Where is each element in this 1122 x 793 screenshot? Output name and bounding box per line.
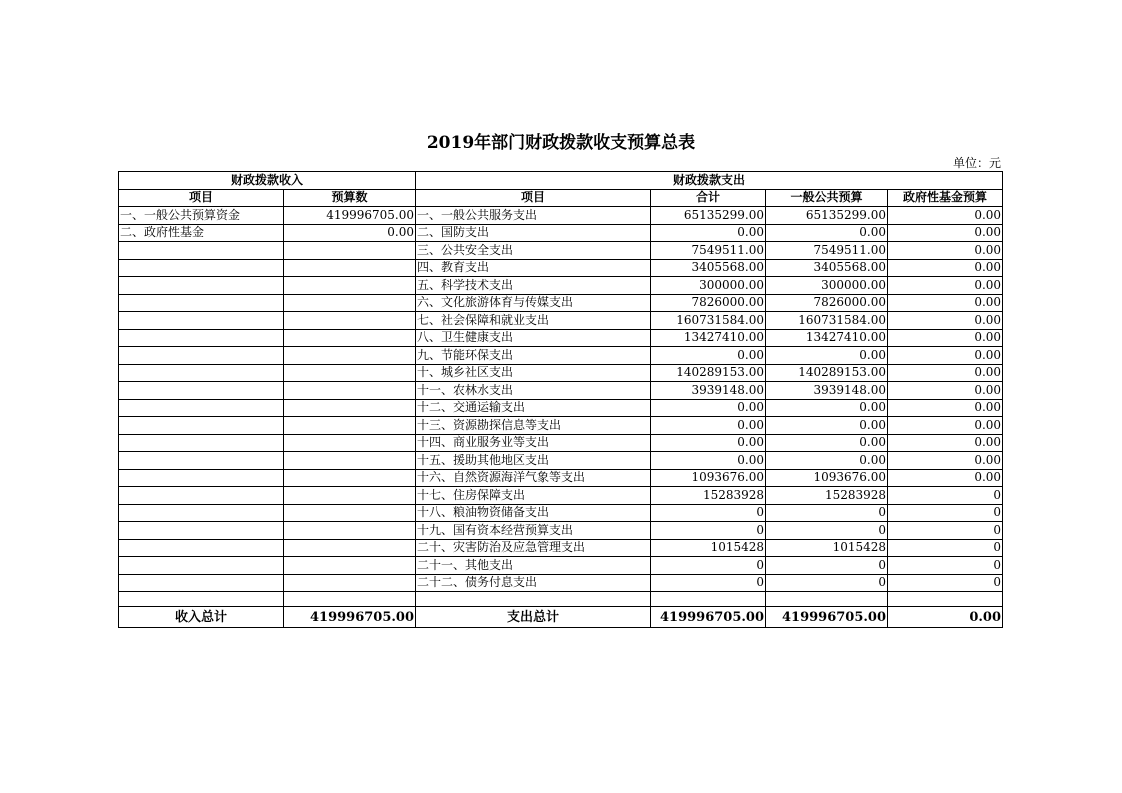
budget-table (118, 171, 1003, 628)
expense-total-cell: 65135299.00 (651, 207, 766, 225)
income-item-header: 项目 (119, 189, 284, 207)
table-row (119, 259, 1003, 277)
income-amount-cell (284, 574, 416, 592)
expense-general-cell: 0 (766, 522, 888, 540)
table-row (119, 469, 1003, 487)
expense-total-cell: 300000.00 (651, 277, 766, 295)
expense-general-cell: 0 (766, 574, 888, 592)
table-row (119, 224, 1003, 242)
expense-total-cell: 3939148.00 (651, 382, 766, 400)
expense-general-cell: 0.00 (766, 399, 888, 417)
expense-item-cell: 十九、国有资本经营预算支出 (416, 522, 651, 540)
expense-section-header: 财政拨款支出 (416, 172, 1003, 190)
income-item-cell (119, 329, 284, 347)
expense-item-cell: 十二、交通运输支出 (416, 399, 651, 417)
expense-total-label: 支出总计 (416, 607, 651, 628)
expense-item-cell: 八、卫生健康支出 (416, 329, 651, 347)
blank-cell (284, 592, 416, 607)
total-row (119, 607, 1003, 628)
income-amount-cell (284, 312, 416, 330)
blank-row (119, 592, 1003, 607)
income-item-cell (119, 452, 284, 470)
expense-total-cell: 0 (651, 522, 766, 540)
expense-general-cell: 0.00 (766, 224, 888, 242)
expense-total-cell: 0 (651, 574, 766, 592)
expense-item-cell: 九、节能环保支出 (416, 347, 651, 365)
expense-general-total: 419996705.00 (766, 607, 888, 628)
expense-item-cell: 二十、灾害防治及应急管理支出 (416, 539, 651, 557)
income-item-cell (119, 434, 284, 452)
blank-cell (651, 592, 766, 607)
expense-total-cell: 7549511.00 (651, 242, 766, 260)
expense-general-cell: 140289153.00 (766, 364, 888, 382)
expense-total-cell: 0.00 (651, 417, 766, 435)
expense-item-cell: 二、国防支出 (416, 224, 651, 242)
expense-total-cell: 0 (651, 504, 766, 522)
expense-fund-cell: 0 (888, 487, 1003, 505)
expense-item-header: 项目 (416, 189, 651, 207)
blank-cell (119, 592, 284, 607)
table-row (119, 452, 1003, 470)
expense-general-cell: 0.00 (766, 452, 888, 470)
expense-fund-cell: 0.00 (888, 364, 1003, 382)
expense-item-cell: 十、城乡社区支出 (416, 364, 651, 382)
expense-general-header: 一般公共预算 (766, 189, 888, 207)
expense-general-cell: 0 (766, 557, 888, 575)
table-row (119, 487, 1003, 505)
expense-item-cell: 二十二、债务付息支出 (416, 574, 651, 592)
expense-fund-cell: 0.00 (888, 294, 1003, 312)
expense-item-cell: 七、社会保障和就业支出 (416, 312, 651, 330)
income-item-cell (119, 417, 284, 435)
table-row (119, 242, 1003, 260)
expense-fund-cell: 0.00 (888, 469, 1003, 487)
income-item-cell (119, 469, 284, 487)
expense-total-cell: 0.00 (651, 347, 766, 365)
income-item-cell (119, 557, 284, 575)
expense-fund-cell: 0.00 (888, 452, 1003, 470)
expense-fund-cell: 0.00 (888, 277, 1003, 295)
expense-fund-cell: 0.00 (888, 312, 1003, 330)
expense-total-cell: 13427410.00 (651, 329, 766, 347)
unit-label: 单位：元 (952, 156, 1001, 170)
income-item-cell (119, 347, 284, 365)
income-total-amount: 419996705.00 (284, 607, 416, 628)
income-amount-cell (284, 487, 416, 505)
income-item-cell (119, 487, 284, 505)
expense-fund-cell: 0.00 (888, 329, 1003, 347)
table-row (119, 574, 1003, 592)
income-amount-cell (284, 434, 416, 452)
expense-fund-cell: 0.00 (888, 347, 1003, 365)
table-row (119, 364, 1003, 382)
expense-item-cell: 三、公共安全支出 (416, 242, 651, 260)
expense-total-cell: 160731584.00 (651, 312, 766, 330)
expense-item-cell: 一、一般公共服务支出 (416, 207, 651, 225)
table-row (119, 312, 1003, 330)
table-row (119, 382, 1003, 400)
table-row (119, 504, 1003, 522)
page-title: 2019年部门财政拨款收支预算总表 (426, 133, 696, 153)
income-item-cell (119, 364, 284, 382)
income-amount-cell (284, 452, 416, 470)
income-item-cell (119, 574, 284, 592)
table-row (119, 434, 1003, 452)
income-item-cell (119, 539, 284, 557)
income-amount-cell (284, 469, 416, 487)
income-item-cell: 一、一般公共预算资金 (119, 207, 284, 225)
income-item-cell (119, 399, 284, 417)
expense-general-cell: 15283928 (766, 487, 888, 505)
income-budget-header: 预算数 (284, 189, 416, 207)
income-amount-cell (284, 417, 416, 435)
expense-fund-cell: 0 (888, 574, 1003, 592)
expense-fund-total: 0.00 (888, 607, 1003, 628)
table-row (119, 207, 1003, 225)
income-item-cell (119, 242, 284, 260)
expense-general-cell: 0.00 (766, 417, 888, 435)
expense-fund-header: 政府性基金预算 (888, 189, 1003, 207)
table-row (119, 329, 1003, 347)
expense-total-cell: 15283928 (651, 487, 766, 505)
table-row (119, 347, 1003, 365)
expense-fund-cell: 0.00 (888, 224, 1003, 242)
expense-total-header: 合计 (651, 189, 766, 207)
expense-total-cell: 3405568.00 (651, 259, 766, 277)
expense-total-cell: 0.00 (651, 434, 766, 452)
income-amount-cell (284, 259, 416, 277)
blank-cell (416, 592, 651, 607)
expense-item-cell: 十一、农林水支出 (416, 382, 651, 400)
expense-fund-cell: 0.00 (888, 259, 1003, 277)
table-row (119, 522, 1003, 540)
income-amount-cell (284, 329, 416, 347)
income-amount-cell (284, 557, 416, 575)
income-item-cell (119, 294, 284, 312)
income-item-cell (119, 277, 284, 295)
table-row (119, 557, 1003, 575)
table-body (119, 207, 1003, 592)
income-amount-cell (284, 277, 416, 295)
expense-general-cell: 7826000.00 (766, 294, 888, 312)
expense-item-cell: 四、教育支出 (416, 259, 651, 277)
blank-cell (888, 592, 1003, 607)
income-item-cell (119, 522, 284, 540)
expense-general-cell: 0 (766, 504, 888, 522)
expense-fund-cell: 0.00 (888, 417, 1003, 435)
income-amount-cell (284, 347, 416, 365)
income-section-header: 财政拨款收入 (119, 172, 416, 190)
expense-general-cell: 0.00 (766, 347, 888, 365)
expense-total-cell: 140289153.00 (651, 364, 766, 382)
expense-total-cell: 0 (651, 557, 766, 575)
expense-fund-cell: 0 (888, 504, 1003, 522)
expense-total-cell: 0.00 (651, 399, 766, 417)
expense-item-cell: 二十一、其他支出 (416, 557, 651, 575)
income-amount-cell (284, 522, 416, 540)
income-amount-cell (284, 399, 416, 417)
expense-fund-cell: 0.00 (888, 434, 1003, 452)
expense-item-cell: 十五、援助其他地区支出 (416, 452, 651, 470)
income-amount-cell (284, 504, 416, 522)
expense-total-amount: 419996705.00 (651, 607, 766, 628)
expense-general-cell: 160731584.00 (766, 312, 888, 330)
column-header-row (119, 189, 1003, 207)
income-amount-cell (284, 539, 416, 557)
expense-general-cell: 300000.00 (766, 277, 888, 295)
income-amount-cell (284, 242, 416, 260)
expense-general-cell: 1093676.00 (766, 469, 888, 487)
table-row (119, 417, 1003, 435)
expense-fund-cell: 0 (888, 539, 1003, 557)
expense-item-cell: 十七、住房保障支出 (416, 487, 651, 505)
expense-item-cell: 十八、粮油物资储备支出 (416, 504, 651, 522)
expense-general-cell: 13427410.00 (766, 329, 888, 347)
table-row (119, 539, 1003, 557)
income-item-cell (119, 312, 284, 330)
expense-fund-cell: 0.00 (888, 382, 1003, 400)
expense-total-cell: 0.00 (651, 452, 766, 470)
expense-general-cell: 3405568.00 (766, 259, 888, 277)
expense-fund-cell: 0.00 (888, 242, 1003, 260)
blank-cell (766, 592, 888, 607)
expense-fund-cell: 0 (888, 522, 1003, 540)
expense-general-cell: 7549511.00 (766, 242, 888, 260)
expense-fund-cell: 0.00 (888, 207, 1003, 225)
expense-item-cell: 六、文化旅游体育与传媒支出 (416, 294, 651, 312)
income-total-label: 收入总计 (119, 607, 284, 628)
income-amount-cell: 419996705.00 (284, 207, 416, 225)
expense-item-cell: 十四、商业服务业等支出 (416, 434, 651, 452)
income-amount-cell (284, 294, 416, 312)
expense-total-cell: 1015428 (651, 539, 766, 557)
expense-item-cell: 十六、自然资源海洋气象等支出 (416, 469, 651, 487)
income-item-cell: 二、政府性基金 (119, 224, 284, 242)
expense-fund-cell: 0 (888, 557, 1003, 575)
table-row (119, 277, 1003, 295)
expense-item-cell: 五、科学技术支出 (416, 277, 651, 295)
income-amount-cell: 0.00 (284, 224, 416, 242)
table-row (119, 399, 1003, 417)
expense-total-cell: 1093676.00 (651, 469, 766, 487)
table-row (119, 294, 1003, 312)
expense-general-cell: 1015428 (766, 539, 888, 557)
expense-general-cell: 3939148.00 (766, 382, 888, 400)
expense-general-cell: 0.00 (766, 434, 888, 452)
income-item-cell (119, 504, 284, 522)
income-amount-cell (284, 382, 416, 400)
income-item-cell (119, 382, 284, 400)
income-amount-cell (284, 364, 416, 382)
income-item-cell (119, 259, 284, 277)
expense-fund-cell: 0.00 (888, 399, 1003, 417)
expense-item-cell: 十三、资源勘探信息等支出 (416, 417, 651, 435)
expense-total-cell: 0.00 (651, 224, 766, 242)
section-header-row (119, 172, 1003, 190)
expense-total-cell: 7826000.00 (651, 294, 766, 312)
expense-general-cell: 65135299.00 (766, 207, 888, 225)
